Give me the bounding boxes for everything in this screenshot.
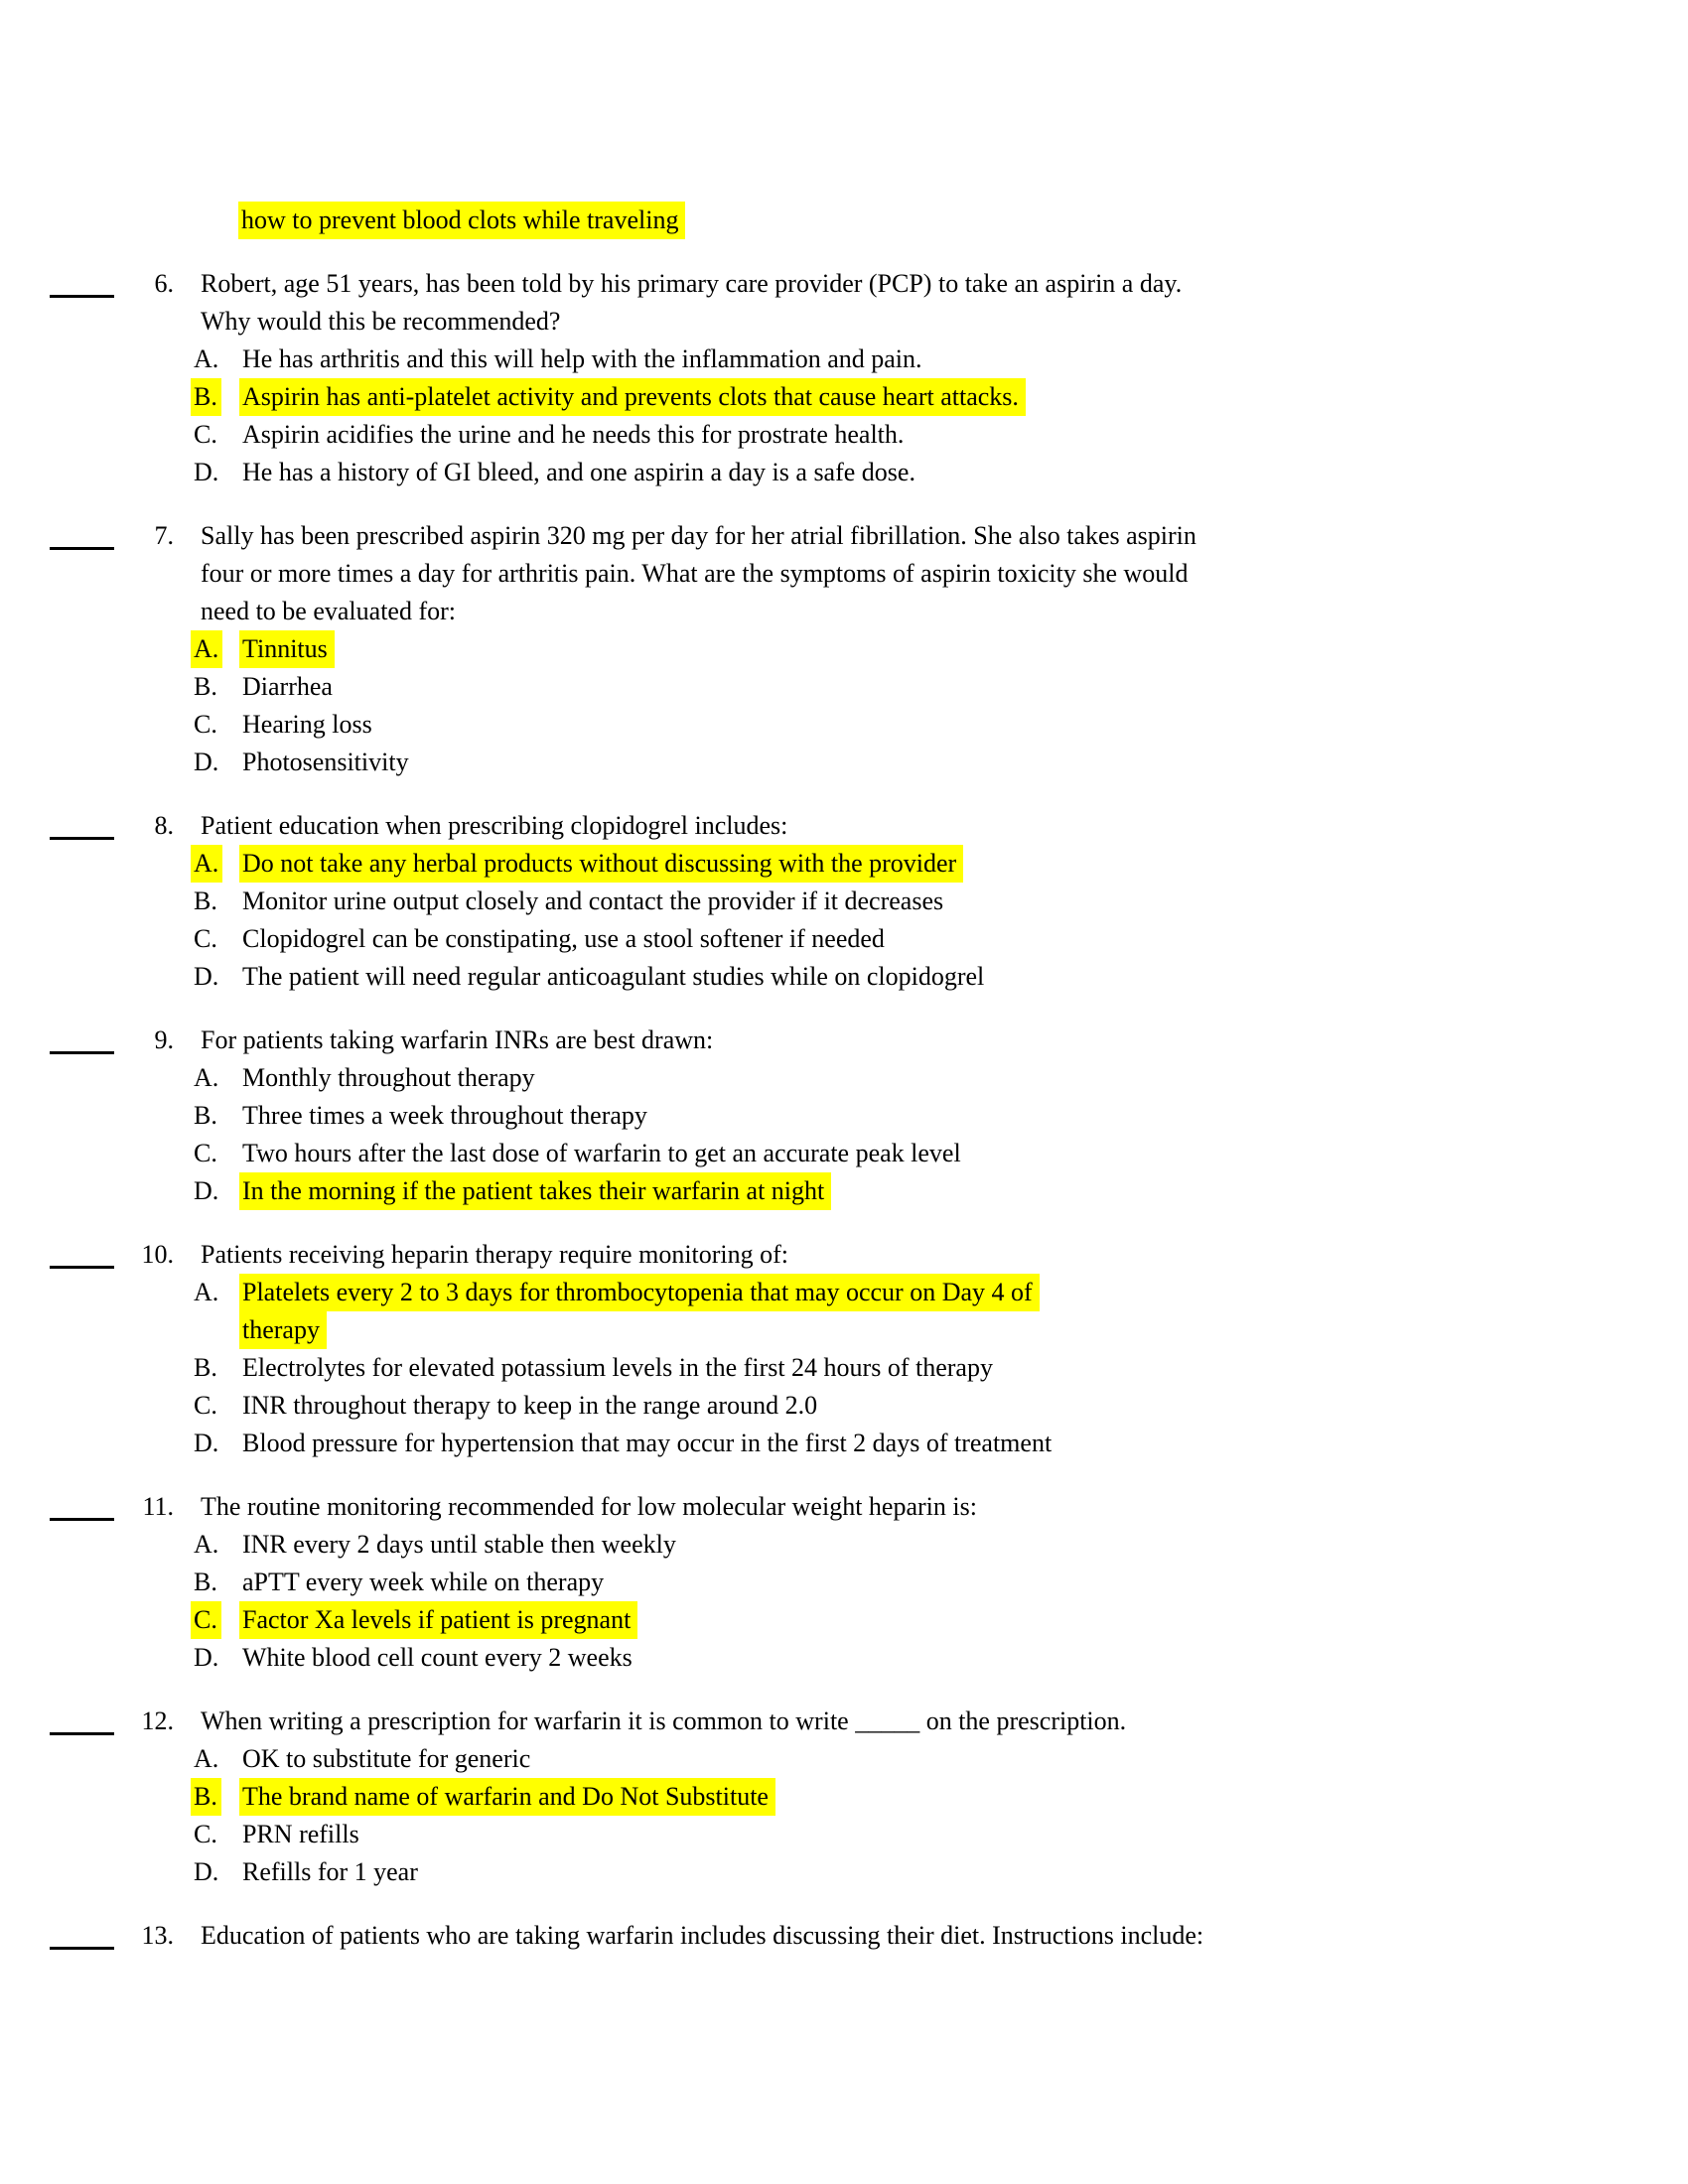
option-letter: D. <box>194 962 219 991</box>
option-row <box>194 1135 1688 1172</box>
option-letter-cell <box>194 958 242 996</box>
option-text: The patient will need regular anticoagulant studies while on clopidogrel <box>242 962 985 991</box>
question <box>0 517 1688 781</box>
option-text: Monitor urine output closely and contact the provider if it decreases <box>242 887 944 915</box>
question <box>0 1917 1688 1955</box>
option-letter: A. <box>191 845 222 883</box>
option-letter: D. <box>194 748 219 776</box>
option-letter: C. <box>194 710 217 739</box>
option-row <box>194 341 1688 378</box>
option-text: Do not take any herbal products without discussing with the provider <box>239 845 963 883</box>
option-letter: C. <box>194 1820 217 1848</box>
option-letter-cell <box>194 706 242 744</box>
option-text: Monthly throughout therapy <box>242 1063 535 1092</box>
question <box>0 1022 1688 1210</box>
option-letter-cell <box>194 1778 242 1816</box>
option-letter-cell <box>194 1172 242 1210</box>
option-letter-cell <box>194 1601 242 1639</box>
option-letter: C. <box>194 1139 217 1167</box>
question-text: Why would this be recommended? <box>201 307 561 336</box>
question-text-line <box>194 265 1688 303</box>
option-letter-cell <box>194 1853 242 1891</box>
option-letter-cell <box>194 883 242 920</box>
option-row <box>194 706 1688 744</box>
option-letter-cell <box>194 1564 242 1601</box>
question-text-line <box>194 303 1688 341</box>
option-letter-cell <box>194 1387 242 1425</box>
option-row <box>194 1639 1688 1677</box>
option-letter-cell <box>194 1639 242 1677</box>
question <box>0 807 1688 996</box>
option-row <box>194 920 1688 958</box>
option-text: Aspirin acidifies the urine and he needs this for prostrate health. <box>242 420 905 449</box>
question-number: 6. <box>154 269 174 298</box>
option-letter: C. <box>194 924 217 953</box>
option-text: The brand name of warfarin and Do Not Substitute <box>239 1778 775 1816</box>
option-row <box>194 1853 1688 1891</box>
question-text: When writing a prescription for warfarin it is common to write _____ on the prescription. <box>201 1706 1127 1735</box>
option-text: Hearing loss <box>242 710 372 739</box>
question-number: 8. <box>154 811 174 840</box>
option-letter: C. <box>194 1391 217 1420</box>
option-letter-cell <box>194 1349 242 1387</box>
question-number: 11. <box>142 1492 174 1521</box>
option-letter: B. <box>191 1778 221 1816</box>
option-row <box>194 1425 1688 1462</box>
option-letter: A. <box>194 1063 219 1092</box>
continued-answer-line <box>241 202 1688 239</box>
option-text: Blood pressure for hypertension that may occur in the first 2 days of treatment <box>242 1429 1053 1457</box>
question <box>0 265 1688 491</box>
question-text-line <box>194 1022 1688 1059</box>
option-row <box>194 454 1688 491</box>
option-letter: B. <box>194 1353 217 1382</box>
option-letter-cell <box>194 668 242 706</box>
question-text: Patients receiving heparin therapy require monitoring of: <box>201 1240 789 1269</box>
option-letter: B. <box>194 1568 217 1596</box>
option-letter-cell <box>194 1526 242 1564</box>
option-row <box>194 630 1688 668</box>
option-text: Aspirin has anti-platelet activity and prevents clots that cause heart attacks. <box>239 378 1026 416</box>
option-letter: D. <box>194 1643 219 1672</box>
question-text: Patient education when prescribing clopidogrel includes: <box>201 811 788 840</box>
option-text: He has arthritis and this will help with the inflammation and pain. <box>242 344 922 373</box>
question-text: The routine monitoring recommended for low molecular weight heparin is: <box>201 1492 977 1521</box>
option-letter: B. <box>194 672 217 701</box>
option-row <box>194 1097 1688 1135</box>
option-text-continuation-row <box>242 1311 1688 1349</box>
option-letter-cell <box>194 1097 242 1135</box>
option-row <box>194 744 1688 781</box>
option-text: Photosensitivity <box>242 748 409 776</box>
option-row <box>194 1274 1688 1311</box>
option-letter: B. <box>191 378 221 416</box>
question-number: 9. <box>154 1025 174 1054</box>
option-text: Clopidogrel can be constipating, use a stool softener if needed <box>242 924 885 953</box>
option-letter: A. <box>194 1278 219 1306</box>
option-text: aPTT every week while on therapy <box>242 1568 605 1596</box>
option-row <box>194 883 1688 920</box>
question-text-line <box>194 593 1688 630</box>
option-letter-cell <box>194 1059 242 1097</box>
option-letter-cell <box>194 744 242 781</box>
option-letter-cell <box>194 1135 242 1172</box>
option-letter-cell <box>194 630 242 668</box>
option-letter: C. <box>191 1601 221 1639</box>
option-row <box>194 668 1688 706</box>
option-letter: B. <box>194 887 217 915</box>
questions-list <box>0 265 1688 1955</box>
page-content <box>0 202 1688 1955</box>
option-text: Three times a week throughout therapy <box>242 1101 647 1130</box>
option-text: INR throughout therapy to keep in the range around 2.0 <box>242 1391 818 1420</box>
option-letter-cell <box>194 1816 242 1853</box>
option-letter: A. <box>194 1530 219 1559</box>
question-number: 13. <box>141 1921 174 1950</box>
highlighted-text: how to prevent blood clots while traveling <box>238 202 685 239</box>
question-text: four or more times a day for arthritis pain. What are the symptoms of aspirin toxicity she would <box>201 559 1189 588</box>
option-letter-cell <box>194 920 242 958</box>
option-row <box>194 416 1688 454</box>
option-letter: A. <box>191 630 222 668</box>
question-text-line <box>194 1703 1688 1740</box>
question-text: Sally has been prescribed aspirin 320 mg per day for her atrial fibrillation. She also takes aspirin <box>201 521 1196 550</box>
option-letter: A. <box>194 344 219 373</box>
option-letter: D. <box>194 458 219 486</box>
option-row <box>194 1601 1688 1639</box>
option-text: Diarrhea <box>242 672 333 701</box>
option-row <box>194 1816 1688 1853</box>
option-letter-cell <box>194 1740 242 1778</box>
question-text: need to be evaluated for: <box>201 597 456 625</box>
question-text-line <box>194 807 1688 845</box>
option-text: He has a history of GI bleed, and one aspirin a day is a safe dose. <box>242 458 915 486</box>
option-row <box>194 1059 1688 1097</box>
option-letter-cell <box>194 1425 242 1462</box>
option-text: Refills for 1 year <box>242 1857 418 1886</box>
option-row <box>194 1740 1688 1778</box>
option-row <box>194 845 1688 883</box>
question-number: 7. <box>154 521 174 550</box>
option-text: INR every 2 days until stable then weekly <box>242 1530 676 1559</box>
option-row <box>194 1172 1688 1210</box>
option-text: Electrolytes for elevated potassium levels in the first 24 hours of therapy <box>242 1353 993 1382</box>
question-text-line <box>194 555 1688 593</box>
question-text-line <box>194 1488 1688 1526</box>
option-text: therapy <box>239 1311 327 1349</box>
option-text: Platelets every 2 to 3 days for thrombocytopenia that may occur on Day 4 of <box>239 1274 1040 1311</box>
option-letter: A. <box>194 1744 219 1773</box>
question-number: 12. <box>141 1706 174 1735</box>
option-letter: D. <box>194 1857 219 1886</box>
question-text: For patients taking warfarin INRs are best drawn: <box>201 1025 714 1054</box>
option-letter: B. <box>194 1101 217 1130</box>
option-row <box>194 958 1688 996</box>
question-text: Education of patients who are taking warfarin includes discussing their diet. Instructions include: <box>201 1921 1204 1950</box>
option-text: Two hours after the last dose of warfarin to get an accurate peak level <box>242 1139 961 1167</box>
option-row <box>194 1526 1688 1564</box>
question-text-line <box>194 1236 1688 1274</box>
option-row <box>194 1564 1688 1601</box>
option-row <box>194 1349 1688 1387</box>
option-letter: D. <box>194 1176 219 1205</box>
question <box>0 1488 1688 1677</box>
option-letter-cell <box>194 341 242 378</box>
option-row <box>194 1387 1688 1425</box>
option-text: OK to substitute for generic <box>242 1744 531 1773</box>
question-number: 10. <box>141 1240 174 1269</box>
option-text: Tinnitus <box>239 630 335 668</box>
option-letter: D. <box>194 1429 219 1457</box>
question-text-line <box>194 517 1688 555</box>
option-row <box>194 1778 1688 1816</box>
option-letter-cell <box>194 378 242 416</box>
option-letter: C. <box>194 420 217 449</box>
question <box>0 1236 1688 1462</box>
option-text: PRN refills <box>242 1820 359 1848</box>
option-row <box>194 378 1688 416</box>
question-text: Robert, age 51 years, has been told by his primary care provider (PCP) to take an aspirin a day. <box>201 269 1183 298</box>
option-letter-cell <box>194 454 242 491</box>
question-text-line <box>194 1917 1688 1955</box>
option-text: In the morning if the patient takes their warfarin at night <box>239 1172 831 1210</box>
option-letter-cell <box>194 416 242 454</box>
option-text: Factor Xa levels if patient is pregnant <box>239 1601 637 1639</box>
option-letter-cell <box>194 845 242 883</box>
option-text: White blood cell count every 2 weeks <box>242 1643 633 1672</box>
option-letter-cell <box>194 1274 242 1311</box>
question <box>0 1703 1688 1891</box>
